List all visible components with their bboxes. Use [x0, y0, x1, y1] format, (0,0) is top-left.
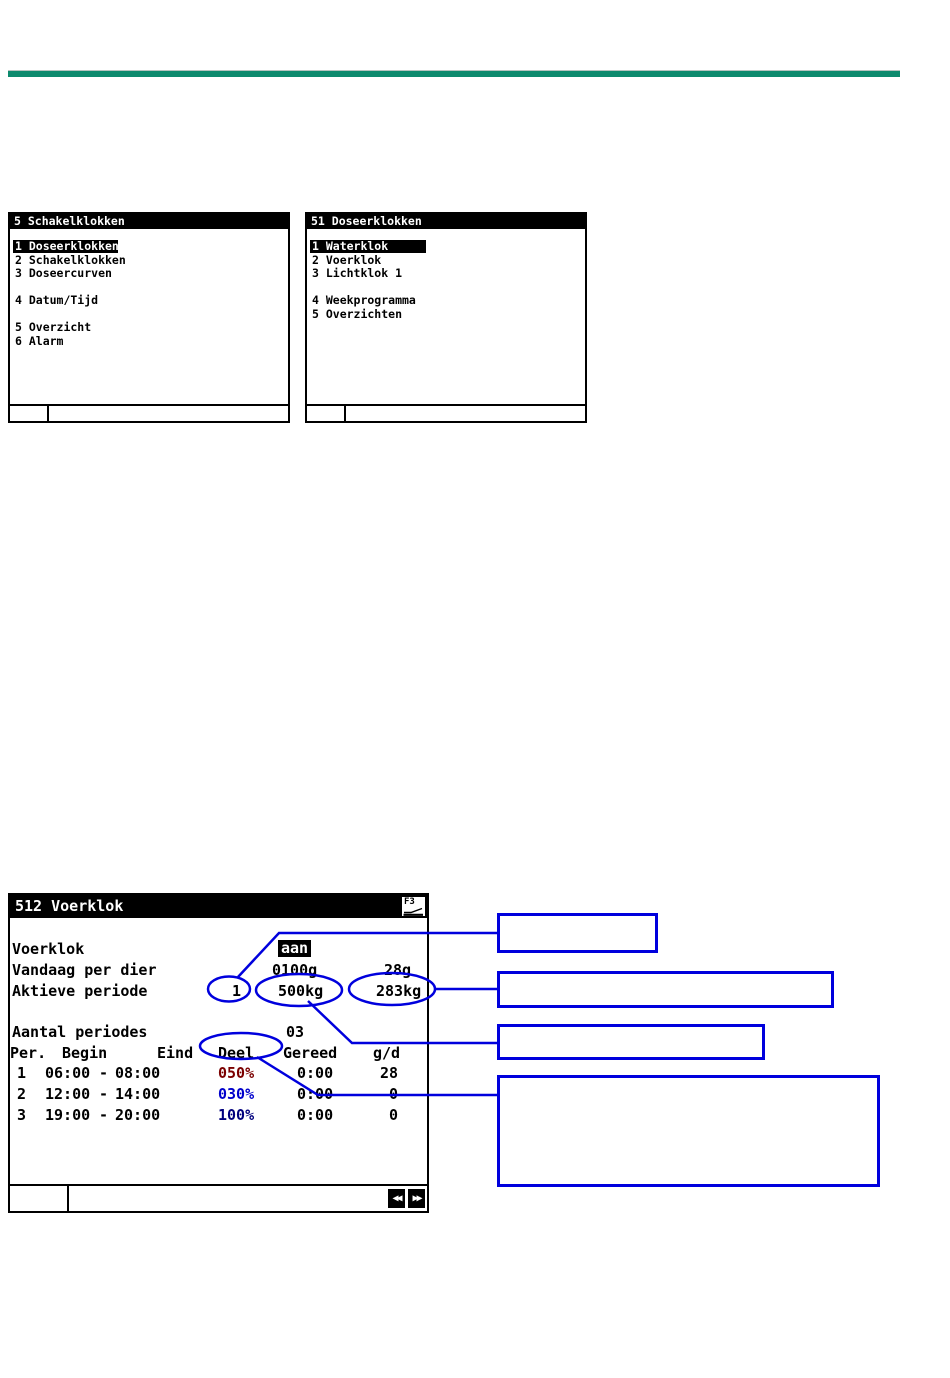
cell-sep: -	[99, 1085, 109, 1103]
cell-per: 1	[17, 1064, 27, 1082]
cell-gd: 0	[388, 1106, 398, 1124]
lcd-screen-voerklok	[8, 893, 429, 1213]
field-value-dose[interactable]: 0100g	[272, 961, 318, 979]
menu-item-weekprogramma[interactable]: 4 Weekprogramma	[312, 293, 416, 307]
fast-backward-icon: ◀◀	[392, 1193, 401, 1204]
col-header-gereed: Gereed	[283, 1044, 338, 1062]
lcd-screen-doseerklokken	[305, 212, 587, 423]
screen2-titlebar: 51 Doseerklokken	[307, 214, 585, 229]
cell-eind[interactable]: 20:00	[115, 1106, 161, 1124]
cell-per: 2	[17, 1085, 27, 1103]
col-header-gd: g/d	[373, 1044, 401, 1062]
statusbar-divider	[344, 406, 346, 421]
col-header-begin: Begin	[62, 1044, 108, 1062]
fast-forward-icon: ▶▶	[412, 1193, 421, 1204]
menu-item-alarm[interactable]: 6 Alarm	[15, 333, 64, 348]
edit-curve-icon[interactable]	[402, 897, 425, 916]
cell-deel[interactable]: 050%	[218, 1064, 255, 1082]
lcd-screen-schakelklokken	[8, 212, 290, 423]
col-header-deel: Deel	[218, 1044, 255, 1062]
cell-gd: 28	[379, 1064, 398, 1082]
menu-item-schakelklokken[interactable]: 2 Schakelklokken	[15, 252, 126, 267]
callout-box-dosed-amount	[497, 971, 834, 1008]
screen1-titlebar: 5 Schakelklokken	[10, 214, 288, 229]
page-forward-button[interactable]	[408, 1189, 425, 1208]
page-back-button[interactable]	[388, 1189, 405, 1208]
field-value-period: 1	[232, 982, 242, 1000]
cell-begin[interactable]: 19:00	[45, 1106, 91, 1124]
field-label-vandaag: Vandaag per dier	[12, 961, 157, 979]
field-value-total-kg: 500kg	[278, 982, 324, 1000]
callout-box-deel-percent	[497, 1075, 880, 1187]
cell-begin[interactable]: 12:00	[45, 1085, 91, 1103]
page-divider-rule	[8, 70, 900, 77]
col-header-per: Per.	[10, 1044, 47, 1062]
cell-sep: -	[99, 1064, 109, 1082]
screen3-titlebar: 512 Voerklok	[10, 895, 427, 918]
screen1-statusbar	[10, 404, 288, 421]
callout-box-voerklok-status	[497, 913, 658, 953]
cell-per: 3	[17, 1106, 27, 1124]
field-label-voerklok: Voerklok	[12, 940, 85, 958]
col-header-eind: Eind	[157, 1044, 194, 1062]
screen3-statusbar	[10, 1184, 427, 1211]
edit-curve-icon-label: F3	[404, 897, 415, 907]
cell-deel[interactable]: 100%	[218, 1106, 255, 1124]
menu-item-voerklok[interactable]: 2 Voerklok	[312, 252, 382, 267]
curve-glyph	[402, 907, 425, 916]
menu-item-doseerklokken[interactable]: 1 Doseerklokken	[15, 239, 119, 253]
menu-item-overzicht[interactable]: 5 Overzicht	[15, 320, 92, 334]
field-value-aantal[interactable]: 03	[286, 1023, 305, 1041]
menu-item-lichtklok[interactable]: 3 Lichtklok 1	[312, 266, 403, 280]
field-value-voerklok-aan[interactable]: aan	[278, 940, 311, 957]
menu-item-doseercurven[interactable]: 3 Doseercurven	[15, 266, 112, 280]
cell-gereed: 0:00	[297, 1106, 334, 1124]
field-value-dosed-kg: 283kg	[376, 982, 422, 1000]
callout-box-total-amount	[497, 1024, 765, 1060]
cell-eind[interactable]: 14:00	[115, 1085, 161, 1103]
cell-gereed: 0:00	[297, 1085, 334, 1103]
statusbar-divider	[47, 406, 49, 421]
cell-eind[interactable]: 08:00	[115, 1064, 161, 1082]
screen2-statusbar	[307, 404, 585, 421]
cell-sep: -	[99, 1106, 109, 1124]
cell-deel[interactable]: 030%	[218, 1085, 255, 1103]
cell-gd: 0	[388, 1085, 398, 1103]
menu-item-waterklok[interactable]: 1 Waterklok	[310, 240, 426, 253]
field-value-given: 28g	[384, 961, 412, 979]
field-label-aktieve: Aktieve periode	[12, 982, 148, 1000]
menu-item-overzichten[interactable]: 5 Overzichten	[312, 306, 403, 321]
cell-begin[interactable]: 06:00	[45, 1064, 91, 1082]
field-label-aantal: Aantal periodes	[12, 1023, 148, 1041]
menu-item-datum-tijd[interactable]: 4 Datum/Tijd	[15, 293, 99, 307]
cell-gereed: 0:00	[297, 1064, 334, 1082]
statusbar-divider	[67, 1186, 69, 1211]
